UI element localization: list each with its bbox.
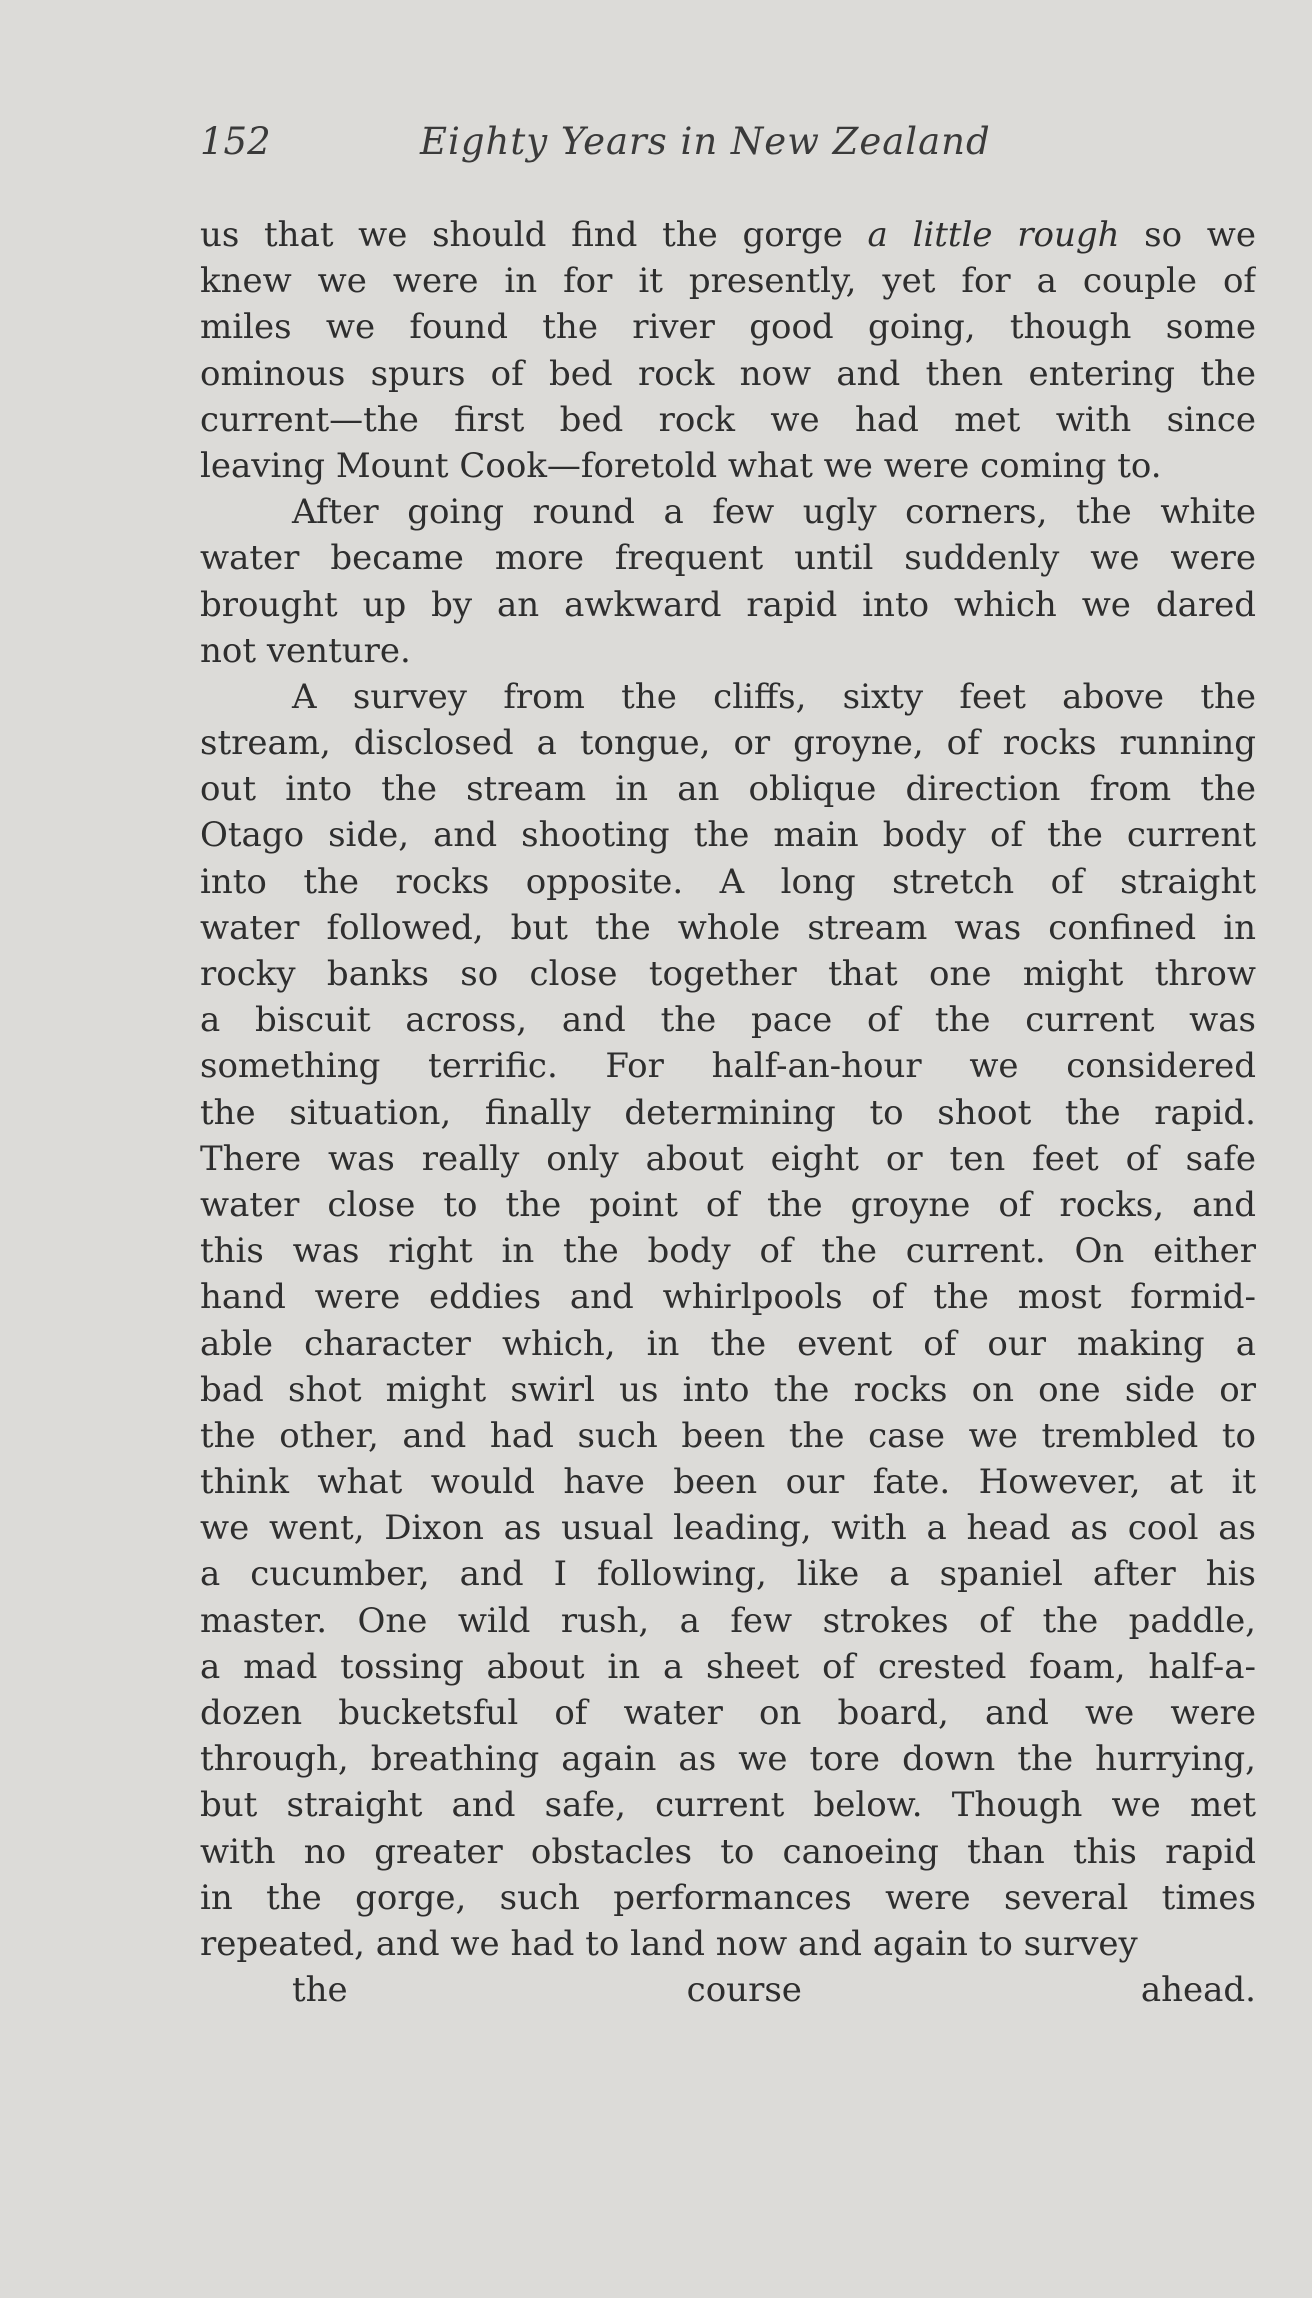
text-line: out into the stream in an oblique direction from the (200, 769, 1256, 810)
text-line: stream, disclosed a tongue, or groyne, of rocks running (200, 723, 1256, 764)
text-line: not venture. (200, 630, 411, 671)
text-line: into the rocks opposite. A long stretch of straight (200, 861, 1256, 902)
text-line: Otago side, and shooting the main body of the current (200, 815, 1256, 856)
text-line: able character which, in the event of our making a (200, 1323, 1256, 1364)
paragraph-start: After going round a few ugly corners, the white (292, 492, 1256, 533)
text-line: master. One wild rush, a few strokes of the paddle, (200, 1600, 1256, 1641)
running-title: Eighty Years in New Zealand (420, 120, 991, 163)
text-line: water close to the point of the groyne of rocks, and (200, 1184, 1256, 1225)
text-line: There was really only about eight or ten feet of safe (200, 1138, 1256, 1179)
text-line: rocky banks so close together that one might throw (200, 954, 1256, 994)
text-line: we went, Dixon as usual leading, with a head as cool as (200, 1508, 1256, 1549)
text-line: a biscuit across, and the pace of the current was (200, 1000, 1256, 1041)
paragraph-start: A survey from the cliffs, sixty feet above the (292, 676, 1256, 717)
text-line: think what would have been our fate. However, at it (200, 1462, 1256, 1503)
text-line: but straight and safe, current below. Though we met (200, 1785, 1256, 1826)
text-line: this was right in the body of the current. On either (200, 1231, 1256, 1272)
text-line: bad shot might swirl us into the rocks on one side or (200, 1369, 1256, 1410)
page-number: 152 (200, 120, 271, 163)
text-line: in the gorge, such performances were several times (200, 1877, 1256, 1918)
text-line: knew we were in for it presently, yet for a couple of (200, 261, 1256, 302)
text-line: leaving Mount Cook—foretold what we were coming to. (200, 445, 1162, 486)
emphasis-text: a little rough (867, 215, 1120, 255)
body-text (200, 212, 1256, 2013)
text-line: dozen bucketsful of water on board, and we were (200, 1693, 1256, 1733)
text-line: repeated, and we had to land now and again to survey (200, 1923, 1138, 1964)
text-line: us that we should find the gorge a little rough so we (200, 215, 1256, 255)
text-line: a mad tossing about in a sheet of crested foam, half-a- (200, 1646, 1256, 1687)
page-header (200, 120, 1260, 180)
text-line: something terrific. For half-an-hour we considered (200, 1046, 1256, 1087)
text-line: a cucumber, and I following, like a spaniel after his (200, 1554, 1256, 1595)
text-line: brought up by an awkward rapid into which we dared (200, 584, 1256, 625)
paragraph-start: the course ahead. (292, 1970, 1256, 2011)
text-line: the other, and had such been the case we trembled to (200, 1415, 1256, 1456)
text-line: hand were eddies and whirlpools of the most formid- (200, 1277, 1256, 1318)
text-line: through, breathing again as we tore down the hurrying, (200, 1739, 1256, 1780)
text-line: water followed, but the whole stream was confined in (200, 907, 1256, 948)
text-line: current—the first bed rock we had met with since (200, 399, 1256, 440)
text-line: ominous spurs of bed rock now and then entering the (200, 353, 1256, 394)
text-line: with no greater obstacles to canoeing than this rapid (200, 1831, 1256, 1872)
text-line: water became more frequent until suddenly we were (200, 538, 1256, 579)
text-line: the situation, finally determining to shoot the rapid. (200, 1092, 1256, 1133)
text-line: miles we found the river good going, though some (200, 307, 1256, 348)
